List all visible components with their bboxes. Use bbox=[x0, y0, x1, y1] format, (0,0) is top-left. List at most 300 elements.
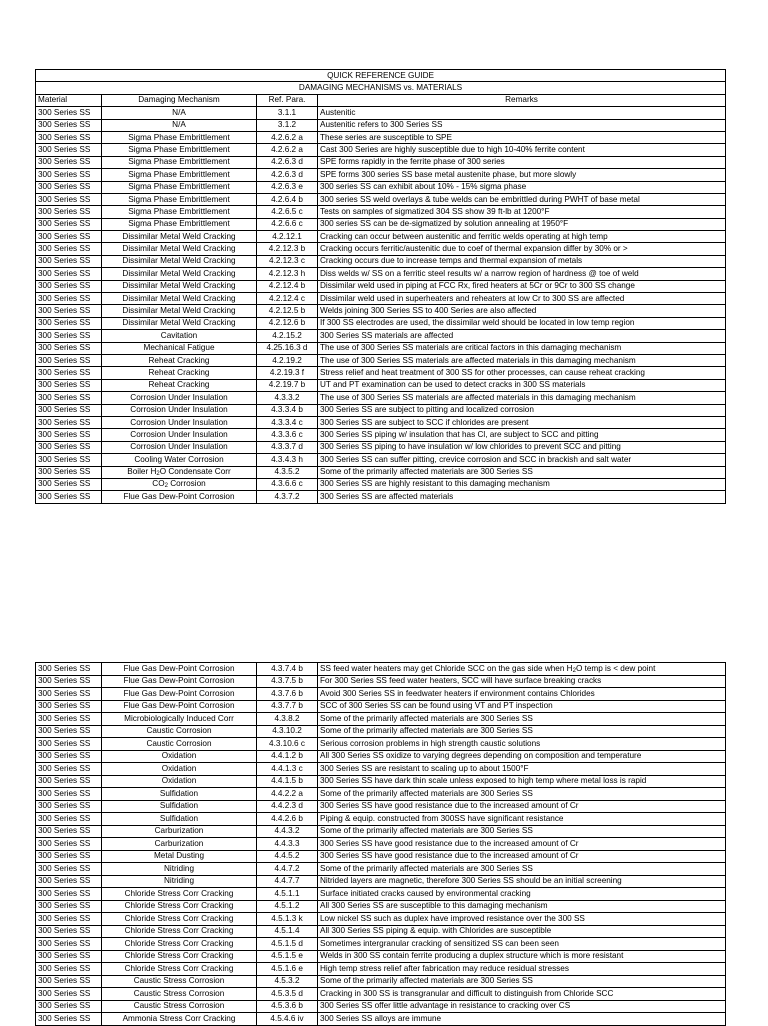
header-material: Material bbox=[36, 94, 102, 106]
mechanism-cell: Dissimilar Metal Weld Cracking bbox=[102, 293, 257, 305]
table-row bbox=[36, 354, 726, 366]
material-cell: 300 Series SS bbox=[36, 231, 102, 243]
mechanism-cell: Ammonia Stress Corr Cracking bbox=[102, 1013, 257, 1026]
mechanism-cell: Oxidation bbox=[102, 763, 257, 776]
guide-title: QUICK REFERENCE GUIDE bbox=[36, 70, 726, 82]
ref-para-cell: 4.4.2.6 b bbox=[257, 813, 318, 826]
remarks-cell: SCC of 300 Series SS can be found using VT and PT inspection bbox=[318, 700, 726, 713]
remarks-cell: Cast 300 Series are highly susceptible due to high 10-40% ferrite content bbox=[318, 144, 726, 156]
material-cell: 300 Series SS bbox=[36, 404, 102, 416]
mechanism-cell: Corrosion Under Insulation bbox=[102, 416, 257, 428]
remarks-cell: 300 Series SS have dark thin scale unless exposed to high temp where metal loss is rapid bbox=[318, 775, 726, 788]
ref-para-cell: 4.3.10.6 c bbox=[257, 738, 318, 751]
table-row bbox=[36, 863, 726, 876]
remarks-cell: 300 Series SS can suffer pitting, crevice corrosion and SCC in brackish and salt water bbox=[318, 454, 726, 466]
material-cell: 300 Series SS bbox=[36, 429, 102, 441]
ref-para-cell: 4.2.6.2 a bbox=[257, 144, 318, 156]
material-cell: 300 Series SS bbox=[36, 675, 102, 688]
material-cell: 300 Series SS bbox=[36, 900, 102, 913]
mechanism-cell: Flue Gas Dew-Point Corrosion bbox=[102, 663, 257, 676]
material-cell: 300 Series SS bbox=[36, 725, 102, 738]
remarks-cell: High temp stress relief after fabrication may reduce residual stresses bbox=[318, 963, 726, 976]
table-row bbox=[36, 700, 726, 713]
mechanism-cell: Dissimilar Metal Weld Cracking bbox=[102, 317, 257, 329]
material-cell: 300 Series SS bbox=[36, 963, 102, 976]
remarks-cell: Cracking can occur between austenitic and ferritic welds operating at high temp bbox=[318, 231, 726, 243]
table-row bbox=[36, 478, 726, 490]
ref-para-cell: 4.4.1.2 b bbox=[257, 750, 318, 763]
material-cell: 300 Series SS bbox=[36, 293, 102, 305]
remarks-cell: Surface initiated cracks caused by environmental cracking bbox=[318, 888, 726, 901]
mechanism-cell: Caustic Corrosion bbox=[102, 738, 257, 751]
material-cell: 300 Series SS bbox=[36, 988, 102, 1001]
table-row bbox=[36, 900, 726, 913]
mechanism-cell: Dissimilar Metal Weld Cracking bbox=[102, 305, 257, 317]
ref-para-cell: 4.3.3.7 d bbox=[257, 441, 318, 453]
material-cell: 300 Series SS bbox=[36, 950, 102, 963]
table-row bbox=[36, 119, 726, 131]
table-row bbox=[36, 788, 726, 801]
ref-para-cell: 4.2.12.4 c bbox=[257, 293, 318, 305]
ref-para-cell: 4.5.1.3 k bbox=[257, 913, 318, 926]
mechanism-cell: Carburization bbox=[102, 838, 257, 851]
ref-para-cell: 4.2.19.7 b bbox=[257, 379, 318, 391]
table-row bbox=[36, 305, 726, 317]
material-cell: 300 Series SS bbox=[36, 975, 102, 988]
ref-para-cell: 4.2.12.4 b bbox=[257, 280, 318, 292]
ref-para-cell: 4.2.12.3 h bbox=[257, 268, 318, 280]
material-cell: 300 Series SS bbox=[36, 317, 102, 329]
material-cell: 300 Series SS bbox=[36, 367, 102, 379]
material-cell: 300 Series SS bbox=[36, 663, 102, 676]
material-cell: 300 Series SS bbox=[36, 938, 102, 951]
table-row bbox=[36, 775, 726, 788]
table-row bbox=[36, 367, 726, 379]
ref-para-cell: 4.4.5.2 bbox=[257, 850, 318, 863]
material-cell: 300 Series SS bbox=[36, 750, 102, 763]
remarks-cell: 300 series SS can be de-sigmatized by solution annealing at 1950°F bbox=[318, 218, 726, 230]
material-cell: 300 Series SS bbox=[36, 888, 102, 901]
table-row bbox=[36, 268, 726, 280]
ref-para-cell: 4.3.8.2 bbox=[257, 713, 318, 726]
ref-para-cell: 4.2.19.3 f bbox=[257, 367, 318, 379]
ref-para-cell: 4.2.15.2 bbox=[257, 330, 318, 342]
material-cell: 300 Series SS bbox=[36, 478, 102, 490]
material-cell: 300 Series SS bbox=[36, 156, 102, 168]
remarks-cell: Some of the primarily affected materials are 300 Series SS bbox=[318, 713, 726, 726]
table-row bbox=[36, 330, 726, 342]
table-row bbox=[36, 293, 726, 305]
mechanism-cell: Dissimilar Metal Weld Cracking bbox=[102, 268, 257, 280]
mechanism-cell: Sulfidation bbox=[102, 800, 257, 813]
table-row bbox=[36, 838, 726, 851]
remarks-cell: 300 Series SS piping w/ insulation that has Cl, are subject to SCC and pitting bbox=[318, 429, 726, 441]
remarks-cell: Low nickel SS such as duplex have improved resistance over the 300 SS bbox=[318, 913, 726, 926]
remarks-cell: Nitrided layers are magnetic, therefore 300 Series SS should be an initial screening bbox=[318, 875, 726, 888]
table-row bbox=[36, 131, 726, 143]
table-row bbox=[36, 950, 726, 963]
material-cell: 300 Series SS bbox=[36, 850, 102, 863]
mechanism-cell: Chloride Stress Corr Cracking bbox=[102, 925, 257, 938]
material-cell: 300 Series SS bbox=[36, 688, 102, 701]
material-cell: 300 Series SS bbox=[36, 416, 102, 428]
table-row bbox=[36, 255, 726, 267]
mechanism-cell: Sigma Phase Embrittlement bbox=[102, 181, 257, 193]
remarks-cell: Austenitic bbox=[318, 107, 726, 119]
mechanism-cell: Sigma Phase Embrittlement bbox=[102, 169, 257, 181]
remarks-cell: Some of the primarily affected materials are 300 Series SS bbox=[318, 788, 726, 801]
ref-para-cell: 4.5.1.1 bbox=[257, 888, 318, 901]
mechanism-cell: Dissimilar Metal Weld Cracking bbox=[102, 255, 257, 267]
material-cell: 300 Series SS bbox=[36, 700, 102, 713]
mechanism-cell: Chloride Stress Corr Cracking bbox=[102, 950, 257, 963]
ref-para-cell: 3.1.2 bbox=[257, 119, 318, 131]
mechanism-cell: Sulfidation bbox=[102, 788, 257, 801]
mechanism-cell: Sulfidation bbox=[102, 813, 257, 826]
material-cell: 300 Series SS bbox=[36, 181, 102, 193]
ref-para-cell: 4.3.6.6 c bbox=[257, 478, 318, 490]
mechanism-cell: Flue Gas Dew-Point Corrosion bbox=[102, 675, 257, 688]
material-cell: 300 Series SS bbox=[36, 354, 102, 366]
material-cell: 300 Series SS bbox=[36, 713, 102, 726]
remarks-cell: 300 Series SS have good resistance due to the increased amount of Cr bbox=[318, 850, 726, 863]
mechanism-cell: Flue Gas Dew-Point Corrosion bbox=[102, 688, 257, 701]
ref-para-cell: 4.2.12.3 b bbox=[257, 243, 318, 255]
mechanism-cell: Caustic Stress Corrosion bbox=[102, 1000, 257, 1013]
mechanism-cell: Reheat Cracking bbox=[102, 379, 257, 391]
table-row bbox=[36, 491, 726, 503]
ref-para-cell: 4.5.1.5 e bbox=[257, 950, 318, 963]
remarks-cell: Diss welds w/ SS on a ferritic steel results w/ a narrow region of hardness @ toe of weld bbox=[318, 268, 726, 280]
table-row bbox=[36, 688, 726, 701]
mechanism-cell: Flue Gas Dew-Point Corrosion bbox=[102, 700, 257, 713]
ref-para-cell: 4.3.7.2 bbox=[257, 491, 318, 503]
mechanism-cell: Nitriding bbox=[102, 863, 257, 876]
table-row bbox=[36, 888, 726, 901]
ref-para-cell: 4.4.7.2 bbox=[257, 863, 318, 876]
remarks-cell: 300 Series SS are affected materials bbox=[318, 491, 726, 503]
remarks-cell: 300 Series SS have good resistance due to the increased amount of Cr bbox=[318, 838, 726, 851]
table-row bbox=[36, 925, 726, 938]
ref-para-cell: 4.5.4.6 iv bbox=[257, 1013, 318, 1026]
remarks-cell: SPE forms rapidly in the ferrite phase of 300 series bbox=[318, 156, 726, 168]
material-cell: 300 Series SS bbox=[36, 800, 102, 813]
material-cell: 300 Series SS bbox=[36, 838, 102, 851]
table-row bbox=[36, 1000, 726, 1013]
remarks-cell: 300 Series SS alloys are immune bbox=[318, 1013, 726, 1026]
mechanism-cell: Dissimilar Metal Weld Cracking bbox=[102, 231, 257, 243]
material-cell: 300 Series SS bbox=[36, 342, 102, 354]
header-row bbox=[36, 94, 726, 106]
ref-para-cell: 4.3.5.2 bbox=[257, 466, 318, 478]
table-row bbox=[36, 713, 726, 726]
material-cell: 300 Series SS bbox=[36, 305, 102, 317]
remarks-cell: Cracking occurs due to increase temps and thermal expansion of metals bbox=[318, 255, 726, 267]
table-row bbox=[36, 763, 726, 776]
ref-para-cell: 4.2.12.6 b bbox=[257, 317, 318, 329]
remarks-cell: Some of the primarily affected materials are 300 Series SS bbox=[318, 725, 726, 738]
material-cell: 300 Series SS bbox=[36, 491, 102, 503]
mechanism-cell: Corrosion Under Insulation bbox=[102, 429, 257, 441]
remarks-cell: Welds in 300 SS contain ferrite producing a duplex structure which is more resistant bbox=[318, 950, 726, 963]
mechanism-cell: Dissimilar Metal Weld Cracking bbox=[102, 243, 257, 255]
remarks-cell: 300 Series SS are highly resistant to this damaging mechanism bbox=[318, 478, 726, 490]
remarks-cell: 300 series SS can exhibit about 10% - 15% sigma phase bbox=[318, 181, 726, 193]
material-cell: 300 Series SS bbox=[36, 454, 102, 466]
material-cell: 300 Series SS bbox=[36, 392, 102, 404]
table-row bbox=[36, 392, 726, 404]
mechanism-cell: Reheat Cracking bbox=[102, 354, 257, 366]
ref-para-cell: 4.2.6.3 e bbox=[257, 181, 318, 193]
header-damaging-mechanism: Damaging Mechanism bbox=[102, 94, 257, 106]
material-cell: 300 Series SS bbox=[36, 330, 102, 342]
ref-para-cell: 4.2.6.5 c bbox=[257, 206, 318, 218]
table-row bbox=[36, 317, 726, 329]
table-row bbox=[36, 813, 726, 826]
remarks-cell: Tests on samples of sigmatized 304 SS show 39 ft-lb at 1200°F bbox=[318, 206, 726, 218]
remarks-cell: 300 series SS weld overlays & tube welds can be embrittled during PWHT of base metal bbox=[318, 193, 726, 205]
remarks-cell: Dissimilar weld used in piping at FCC Rx, fired heaters at 5Cr or 9Cr to 300 SS change bbox=[318, 280, 726, 292]
title-row bbox=[36, 70, 726, 82]
table-row bbox=[36, 454, 726, 466]
mechanism-cell: Cooling Water Corrosion bbox=[102, 454, 257, 466]
remarks-cell: All 300 Series SS are susceptible to this damaging mechanism bbox=[318, 900, 726, 913]
ref-para-cell: 4.4.1.5 b bbox=[257, 775, 318, 788]
mechanism-cell: Carburization bbox=[102, 825, 257, 838]
ref-para-cell: 4.3.3.4 b bbox=[257, 404, 318, 416]
table-row bbox=[36, 342, 726, 354]
ref-para-cell: 4.5.1.2 bbox=[257, 900, 318, 913]
ref-para-cell: 4.2.6.6 c bbox=[257, 218, 318, 230]
remarks-cell: Serious corrosion problems in high strength caustic solutions bbox=[318, 738, 726, 751]
material-cell: 300 Series SS bbox=[36, 913, 102, 926]
mechanism-cell: $CO_2$ Corrosion bbox=[102, 478, 257, 490]
remarks-cell: SS feed water heaters may get Chloride SCC on the gas side when $H_2O$ temp is < dew point bbox=[318, 663, 726, 676]
mechanism-cell: Boiler $H_2O$ Condensate Corr bbox=[102, 466, 257, 478]
ref-para-cell: 4.2.12.5 b bbox=[257, 305, 318, 317]
reference-table-page-1 bbox=[35, 69, 726, 504]
material-cell: 300 Series SS bbox=[36, 925, 102, 938]
ref-para-cell: 4.5.1.5 d bbox=[257, 938, 318, 951]
material-cell: 300 Series SS bbox=[36, 119, 102, 131]
mechanism-cell: Mechanical Fatigue bbox=[102, 342, 257, 354]
table-row bbox=[36, 663, 726, 676]
mechanism-cell: Chloride Stress Corr Cracking bbox=[102, 963, 257, 976]
remarks-cell: 300 Series SS are subject to pitting and localized corrosion bbox=[318, 404, 726, 416]
ref-para-cell: 4.5.1.4 bbox=[257, 925, 318, 938]
table-row bbox=[36, 169, 726, 181]
remarks-cell: Stress relief and heat treatment of 300 SS for other processes, can cause reheat cracking bbox=[318, 367, 726, 379]
ref-para-cell: 4.3.10.2 bbox=[257, 725, 318, 738]
ref-para-cell: 4.3.3.2 bbox=[257, 392, 318, 404]
table-row bbox=[36, 144, 726, 156]
mechanism-cell: Sigma Phase Embrittlement bbox=[102, 144, 257, 156]
remarks-cell: Piping & equip. constructed from 300SS have significant resistance bbox=[318, 813, 726, 826]
mechanism-cell: Sigma Phase Embrittlement bbox=[102, 193, 257, 205]
ref-para-cell: 4.2.6.2 a bbox=[257, 131, 318, 143]
remarks-cell: 300 Series SS offer little advantage in resistance to cracking over CS bbox=[318, 1000, 726, 1013]
material-cell: 300 Series SS bbox=[36, 193, 102, 205]
remarks-cell: Cracking occurs ferritic/austenitic due to coef of thermal expansion differ by 30% or > bbox=[318, 243, 726, 255]
table-row bbox=[36, 218, 726, 230]
header-ref-para: Ref. Para. bbox=[257, 94, 318, 106]
remarks-cell: Welds joining 300 Series SS to 400 Series are also affected bbox=[318, 305, 726, 317]
ref-para-cell: 4.3.4.3 h bbox=[257, 454, 318, 466]
mechanism-cell: Cavitation bbox=[102, 330, 257, 342]
remarks-cell: Some of the primarily affected materials are 300 Series SS bbox=[318, 863, 726, 876]
guide-subtitle: DAMAGING MECHANISMS vs. MATERIALS bbox=[36, 82, 726, 94]
ref-para-cell: 4.2.6.3 d bbox=[257, 156, 318, 168]
material-cell: 300 Series SS bbox=[36, 243, 102, 255]
mechanism-cell: Sigma Phase Embrittlement bbox=[102, 131, 257, 143]
ref-para-cell: 4.3.7.5 b bbox=[257, 675, 318, 688]
material-cell: 300 Series SS bbox=[36, 1000, 102, 1013]
remarks-cell: Cracking in 300 SS is transgranular and difficult to distinguish from Chloride SCC bbox=[318, 988, 726, 1001]
remarks-cell: All 300 Series SS oxidize to varying degrees depending on composition and temperature bbox=[318, 750, 726, 763]
mechanism-cell: Caustic Stress Corrosion bbox=[102, 975, 257, 988]
material-cell: 300 Series SS bbox=[36, 169, 102, 181]
ref-para-cell: 4.4.1.3 c bbox=[257, 763, 318, 776]
ref-para-cell: 4.5.3.6 b bbox=[257, 1000, 318, 1013]
mechanism-cell: N/A bbox=[102, 107, 257, 119]
material-cell: 300 Series SS bbox=[36, 875, 102, 888]
remarks-cell: Sometimes intergranular cracking of sensitized SS can been seen bbox=[318, 938, 726, 951]
material-cell: 300 Series SS bbox=[36, 825, 102, 838]
table-row bbox=[36, 738, 726, 751]
table-row bbox=[36, 280, 726, 292]
ref-para-cell: 4.2.6.4 b bbox=[257, 193, 318, 205]
remarks-cell: 300 Series SS have good resistance due to the increased amount of Cr bbox=[318, 800, 726, 813]
material-cell: 300 Series SS bbox=[36, 1013, 102, 1026]
table-row bbox=[36, 725, 726, 738]
table-row bbox=[36, 181, 726, 193]
mechanism-cell: Sigma Phase Embrittlement bbox=[102, 156, 257, 168]
remarks-cell: 300 Series SS are subject to SCC if chlorides are present bbox=[318, 416, 726, 428]
remarks-cell: 300 Series SS are resistant to scaling up to about 1500°F bbox=[318, 763, 726, 776]
material-cell: 300 Series SS bbox=[36, 863, 102, 876]
remarks-cell: Austenitic refers to 300 Series SS bbox=[318, 119, 726, 131]
table-row bbox=[36, 193, 726, 205]
table-row bbox=[36, 107, 726, 119]
ref-para-cell: 4.25.16.3 d bbox=[257, 342, 318, 354]
table-row bbox=[36, 404, 726, 416]
table-row bbox=[36, 913, 726, 926]
mechanism-cell: Caustic Corrosion bbox=[102, 725, 257, 738]
material-cell: 300 Series SS bbox=[36, 763, 102, 776]
ref-para-cell: 4.2.19.2 bbox=[257, 354, 318, 366]
table-row bbox=[36, 988, 726, 1001]
remarks-cell: 300 Series SS materials are affected bbox=[318, 330, 726, 342]
material-cell: 300 Series SS bbox=[36, 788, 102, 801]
ref-para-cell: 4.3.3.4 c bbox=[257, 416, 318, 428]
ref-para-cell: 4.2.12.3 c bbox=[257, 255, 318, 267]
mechanism-cell: Metal Dusting bbox=[102, 850, 257, 863]
ref-para-cell: 4.3.3.6 c bbox=[257, 429, 318, 441]
ref-para-cell: 4.4.3.3 bbox=[257, 838, 318, 851]
mechanism-cell: Flue Gas Dew-Point Corrosion bbox=[102, 491, 257, 503]
material-cell: 300 Series SS bbox=[36, 255, 102, 267]
table-row bbox=[36, 441, 726, 453]
ref-para-cell: 4.5.3.5 d bbox=[257, 988, 318, 1001]
mechanism-cell: Chloride Stress Corr Cracking bbox=[102, 938, 257, 951]
remarks-cell: If 300 SS electrodes are used, the dissimilar weld should be located in low temp region bbox=[318, 317, 726, 329]
table-row bbox=[36, 675, 726, 688]
header-remarks: Remarks bbox=[318, 94, 726, 106]
material-cell: 300 Series SS bbox=[36, 107, 102, 119]
remarks-cell: UT and PT examination can be used to detect cracks in 300 SS materials bbox=[318, 379, 726, 391]
mechanism-cell: Microbiologically Induced Corr bbox=[102, 713, 257, 726]
remarks-cell: These series are susceptible to SPE bbox=[318, 131, 726, 143]
mechanism-cell: Dissimilar Metal Weld Cracking bbox=[102, 280, 257, 292]
material-cell: 300 Series SS bbox=[36, 379, 102, 391]
table-row bbox=[36, 800, 726, 813]
table-row bbox=[36, 850, 726, 863]
ref-para-cell: 4.3.7.7 b bbox=[257, 700, 318, 713]
table-row bbox=[36, 963, 726, 976]
remarks-cell: SPE forms 300 series SS base metal austenite phase, but more slowly bbox=[318, 169, 726, 181]
table-row bbox=[36, 1013, 726, 1026]
remarks-cell: All 300 Series SS piping & equip. with Chlorides are susceptible bbox=[318, 925, 726, 938]
table-row bbox=[36, 156, 726, 168]
material-cell: 300 Series SS bbox=[36, 280, 102, 292]
mechanism-cell: Sigma Phase Embrittlement bbox=[102, 218, 257, 230]
material-cell: 300 Series SS bbox=[36, 441, 102, 453]
remarks-cell: Avoid 300 Series SS in feedwater heaters if environment contains Chlorides bbox=[318, 688, 726, 701]
table-row bbox=[36, 379, 726, 391]
table-row bbox=[36, 416, 726, 428]
mechanism-cell: Corrosion Under Insulation bbox=[102, 441, 257, 453]
table-row bbox=[36, 231, 726, 243]
ref-para-cell: 4.3.7.6 b bbox=[257, 688, 318, 701]
material-cell: 300 Series SS bbox=[36, 218, 102, 230]
mechanism-cell: Oxidation bbox=[102, 750, 257, 763]
table-row bbox=[36, 975, 726, 988]
remarks-cell: The use of 300 Series SS materials are critical factors in this damaging mechanism bbox=[318, 342, 726, 354]
mechanism-cell: N/A bbox=[102, 119, 257, 131]
ref-para-cell: 4.4.2.3 d bbox=[257, 800, 318, 813]
ref-para-cell: 4.4.7.7 bbox=[257, 875, 318, 888]
material-cell: 300 Series SS bbox=[36, 775, 102, 788]
remarks-cell: The use of 300 Series SS materials are affected materials in this damaging mechanism bbox=[318, 354, 726, 366]
mechanism-cell: Chloride Stress Corr Cracking bbox=[102, 888, 257, 901]
table-row bbox=[36, 243, 726, 255]
mechanism-cell: Oxidation bbox=[102, 775, 257, 788]
mechanism-cell: Caustic Stress Corrosion bbox=[102, 988, 257, 1001]
material-cell: 300 Series SS bbox=[36, 268, 102, 280]
mechanism-cell: Corrosion Under Insulation bbox=[102, 404, 257, 416]
ref-para-cell: 4.5.3.2 bbox=[257, 975, 318, 988]
remarks-cell: The use of 300 Series SS materials are affected materials in this damaging mechanism bbox=[318, 392, 726, 404]
ref-para-cell: 4.4.2.2 a bbox=[257, 788, 318, 801]
ref-para-cell: 4.4.3.2 bbox=[257, 825, 318, 838]
mechanism-cell: Corrosion Under Insulation bbox=[102, 392, 257, 404]
mechanism-cell: Chloride Stress Corr Cracking bbox=[102, 913, 257, 926]
ref-para-cell: 3.1.1 bbox=[257, 107, 318, 119]
mechanism-cell: Chloride Stress Corr Cracking bbox=[102, 900, 257, 913]
ref-para-cell: 4.2.6.3 d bbox=[257, 169, 318, 181]
mechanism-cell: Reheat Cracking bbox=[102, 367, 257, 379]
subtitle-row bbox=[36, 82, 726, 94]
ref-para-cell: 4.3.7.4 b bbox=[257, 663, 318, 676]
table-row bbox=[36, 750, 726, 763]
table-row bbox=[36, 938, 726, 951]
ref-para-cell: 4.5.1.6 e bbox=[257, 963, 318, 976]
material-cell: 300 Series SS bbox=[36, 144, 102, 156]
mechanism-cell: Nitriding bbox=[102, 875, 257, 888]
remarks-cell: Some of the primarily affected materials are 300 Series SS bbox=[318, 466, 726, 478]
table-row bbox=[36, 875, 726, 888]
remarks-cell: 300 Series SS piping to have insulation w/ low chlorides to prevent SCC and pitting bbox=[318, 441, 726, 453]
